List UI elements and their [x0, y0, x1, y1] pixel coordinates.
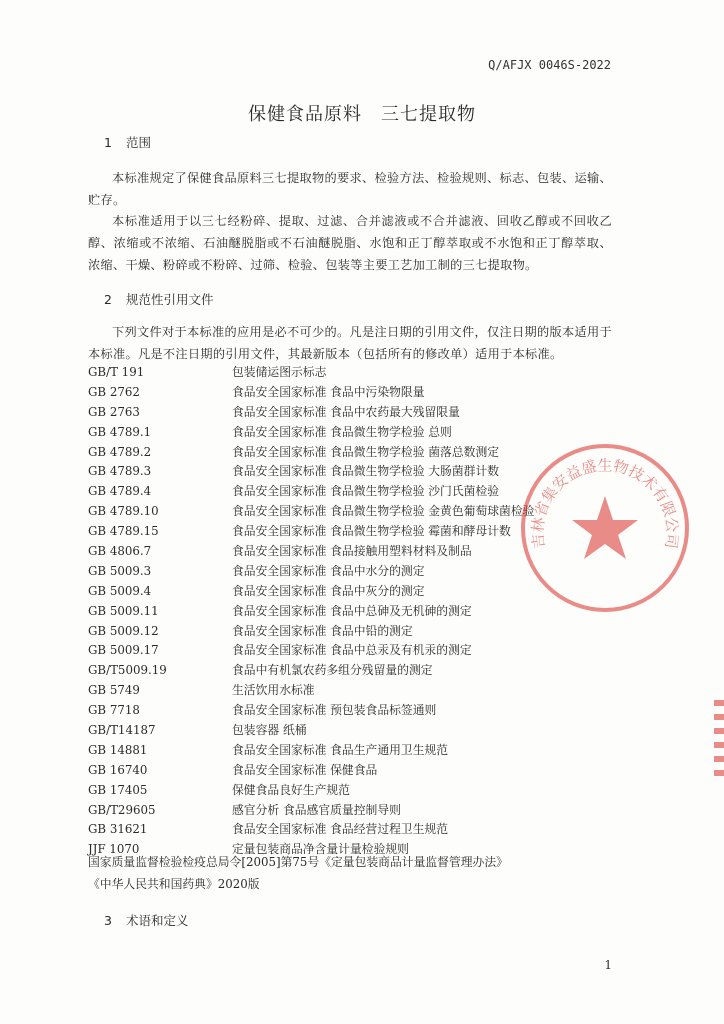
section-title: 规范性引用文件	[126, 292, 214, 307]
reference-code: GB 16740	[88, 762, 148, 777]
reference-title: 食品安全国家标准 食品微生物学检验 菌落总数测定	[232, 444, 500, 459]
section-heading-terms	[104, 911, 189, 929]
reference-title: 食品中有机氯农药多组分残留量的测定	[232, 663, 433, 678]
reference-code: GB 4789.3	[88, 464, 152, 479]
reference-code: GB/T 191	[88, 365, 145, 379]
reference-code: GB 7718	[88, 703, 140, 718]
reference-title: 生活饮用水标准	[232, 683, 315, 698]
reference-code: GB 2763	[88, 404, 140, 419]
seal-text: 吉林省集安益盛生物技术有限公司	[528, 456, 682, 550]
reference-item	[88, 761, 628, 781]
reference-code: GB 5009.11	[88, 603, 159, 618]
reference-code: GB 5749	[88, 683, 140, 698]
scope-paragraph-2: 本标准适用于以三七经粉碎、提取、过滤、合并滤液或不合并滤液、回收乙醇或不回收乙醇、浓缩或不浓缩、石油醚脱脂或不石油醚脱脂、水饱和正丁醇萃取或不水饱和正丁醇萃取、浓缩、干燥、粉碎或不粉碎、过筛、检验、包装等主要工艺加工制的三七提取物。	[88, 214, 612, 272]
page-number: 1	[604, 958, 612, 972]
reference-code: GB 5009.12	[88, 623, 159, 638]
reference-code: GB 2762	[88, 384, 140, 399]
reference-item	[88, 383, 628, 403]
section-number: 3	[104, 913, 112, 928]
reference-title: 食品安全国家标准 食品微生物学检验 沙门氏菌检验	[232, 484, 500, 499]
section-title: 术语和定义	[126, 913, 189, 928]
section-heading-scope	[104, 133, 151, 151]
reference-title: 食品安全国家标准 食品中污染物限量	[232, 384, 425, 399]
reference-title: 食品安全国家标准 食品微生物学检验 霉菌和酵母计数	[232, 524, 511, 539]
page-edge-stamp-mark	[714, 700, 724, 780]
reference-code: GB/T5009.19	[88, 663, 167, 678]
reference-title: 食品安全国家标准 食品生产通用卫生规范	[232, 742, 449, 757]
reference-title: 食品安全国家标准 食品中总砷及无机砷的测定	[232, 603, 472, 618]
reference-code: GB 17405	[88, 782, 148, 797]
document-title: 保健食品原料 三七提取物	[248, 104, 476, 125]
reference-title: 感官分析 食品感官质量控制导则	[232, 802, 401, 817]
reference-title: 食品安全国家标准 食品中铅的测定	[232, 623, 413, 638]
reference-code: GB 4789.2	[88, 444, 152, 459]
reference-code: GB 14881	[88, 742, 148, 757]
reference-title: 食品安全国家标准 食品中农药最大残留限量	[232, 404, 460, 419]
reference-item	[88, 701, 628, 721]
reference-title: 食品安全国家标准 食品中总汞及有机汞的测定	[232, 643, 472, 658]
reference-item	[88, 363, 628, 383]
reference-code: GB/T14187	[88, 723, 156, 738]
reference-title: 保健食品良好生产规范	[232, 782, 350, 797]
reference-title: 食品安全国家标准 食品接触用塑料材料及制品	[232, 544, 472, 559]
reference-item	[88, 661, 628, 681]
reference-title: 食品安全国家标准 预包装食品标签通则	[232, 703, 437, 718]
reference-title: 食品安全国家标准 食品微生物学检验 金黄色葡萄球菌检验	[232, 504, 535, 519]
reference-code: GB 4789.15	[88, 524, 159, 539]
reference-item	[88, 741, 628, 761]
section-number: 2	[104, 292, 112, 307]
section-number: 1	[104, 135, 112, 150]
reference-title: 食品安全国家标准 食品中水分的测定	[232, 563, 425, 578]
reference-item	[88, 801, 628, 821]
reference-code: GB 4806.7	[88, 544, 152, 559]
document-code: Q/AFJX 0046S-2022	[488, 58, 611, 72]
star-icon	[572, 496, 638, 559]
reference-item	[88, 641, 628, 661]
section-heading-references	[104, 290, 214, 308]
reference-code: GB 4789.1	[88, 424, 152, 439]
reference-item	[88, 820, 628, 840]
references-intro: 下列文件对于本标准的应用是必不可少的。凡是注日期的引用文件，仅注日期的版本适用于本标准。凡是不注日期的引用文件，其最新版本（包括所有的修改单）适用于本标准。	[88, 325, 612, 361]
reference-code: GB 5009.3	[88, 563, 152, 578]
reference-code: GB 4789.10	[88, 504, 159, 519]
reference-code: GB 5009.17	[88, 643, 159, 658]
reference-title: 食品安全国家标准 食品微生物学检验 总则	[232, 424, 452, 439]
pharmacopoeia-reference: 《中华人民共和国药典》2020版	[88, 877, 260, 891]
reference-item	[88, 403, 628, 423]
reference-item	[88, 781, 628, 801]
reference-title: 食品安全国家标准 食品微生物学检验 大肠菌群计数	[232, 464, 500, 479]
regulation-reference: 国家质量监督检验检疫总局令[2005]第75号《定量包装商品计量监督管理办法》	[88, 855, 508, 869]
reference-title: 食品安全国家标准 食品经营过程卫生规范	[232, 822, 449, 837]
reference-title: 包装储运图示标志	[232, 365, 327, 379]
reference-title: 包装容器 纸桶	[232, 723, 307, 738]
reference-code: GB 31621	[88, 822, 148, 837]
reference-title: 食品安全国家标准 保健食品	[232, 762, 378, 777]
reference-code: GB/T29605	[88, 802, 156, 817]
reference-item	[88, 681, 628, 701]
reference-title: 食品安全国家标准 食品中灰分的测定	[232, 583, 425, 598]
reference-code: GB 4789.4	[88, 484, 152, 499]
company-seal-stamp	[515, 438, 695, 618]
reference-code: JJF 1070	[88, 842, 140, 857]
scope-paragraph-1: 本标准规定了保健食品原料三七提取物的要求、检验方法、检验规则、标志、包装、运输、贮存。	[88, 171, 612, 207]
reference-item	[88, 622, 628, 642]
reference-item	[88, 721, 628, 741]
section-title: 范围	[126, 135, 152, 150]
reference-code: GB 5009.4	[88, 583, 152, 598]
reference-title: 定量包装商品净含量计量检验规则	[232, 842, 409, 857]
